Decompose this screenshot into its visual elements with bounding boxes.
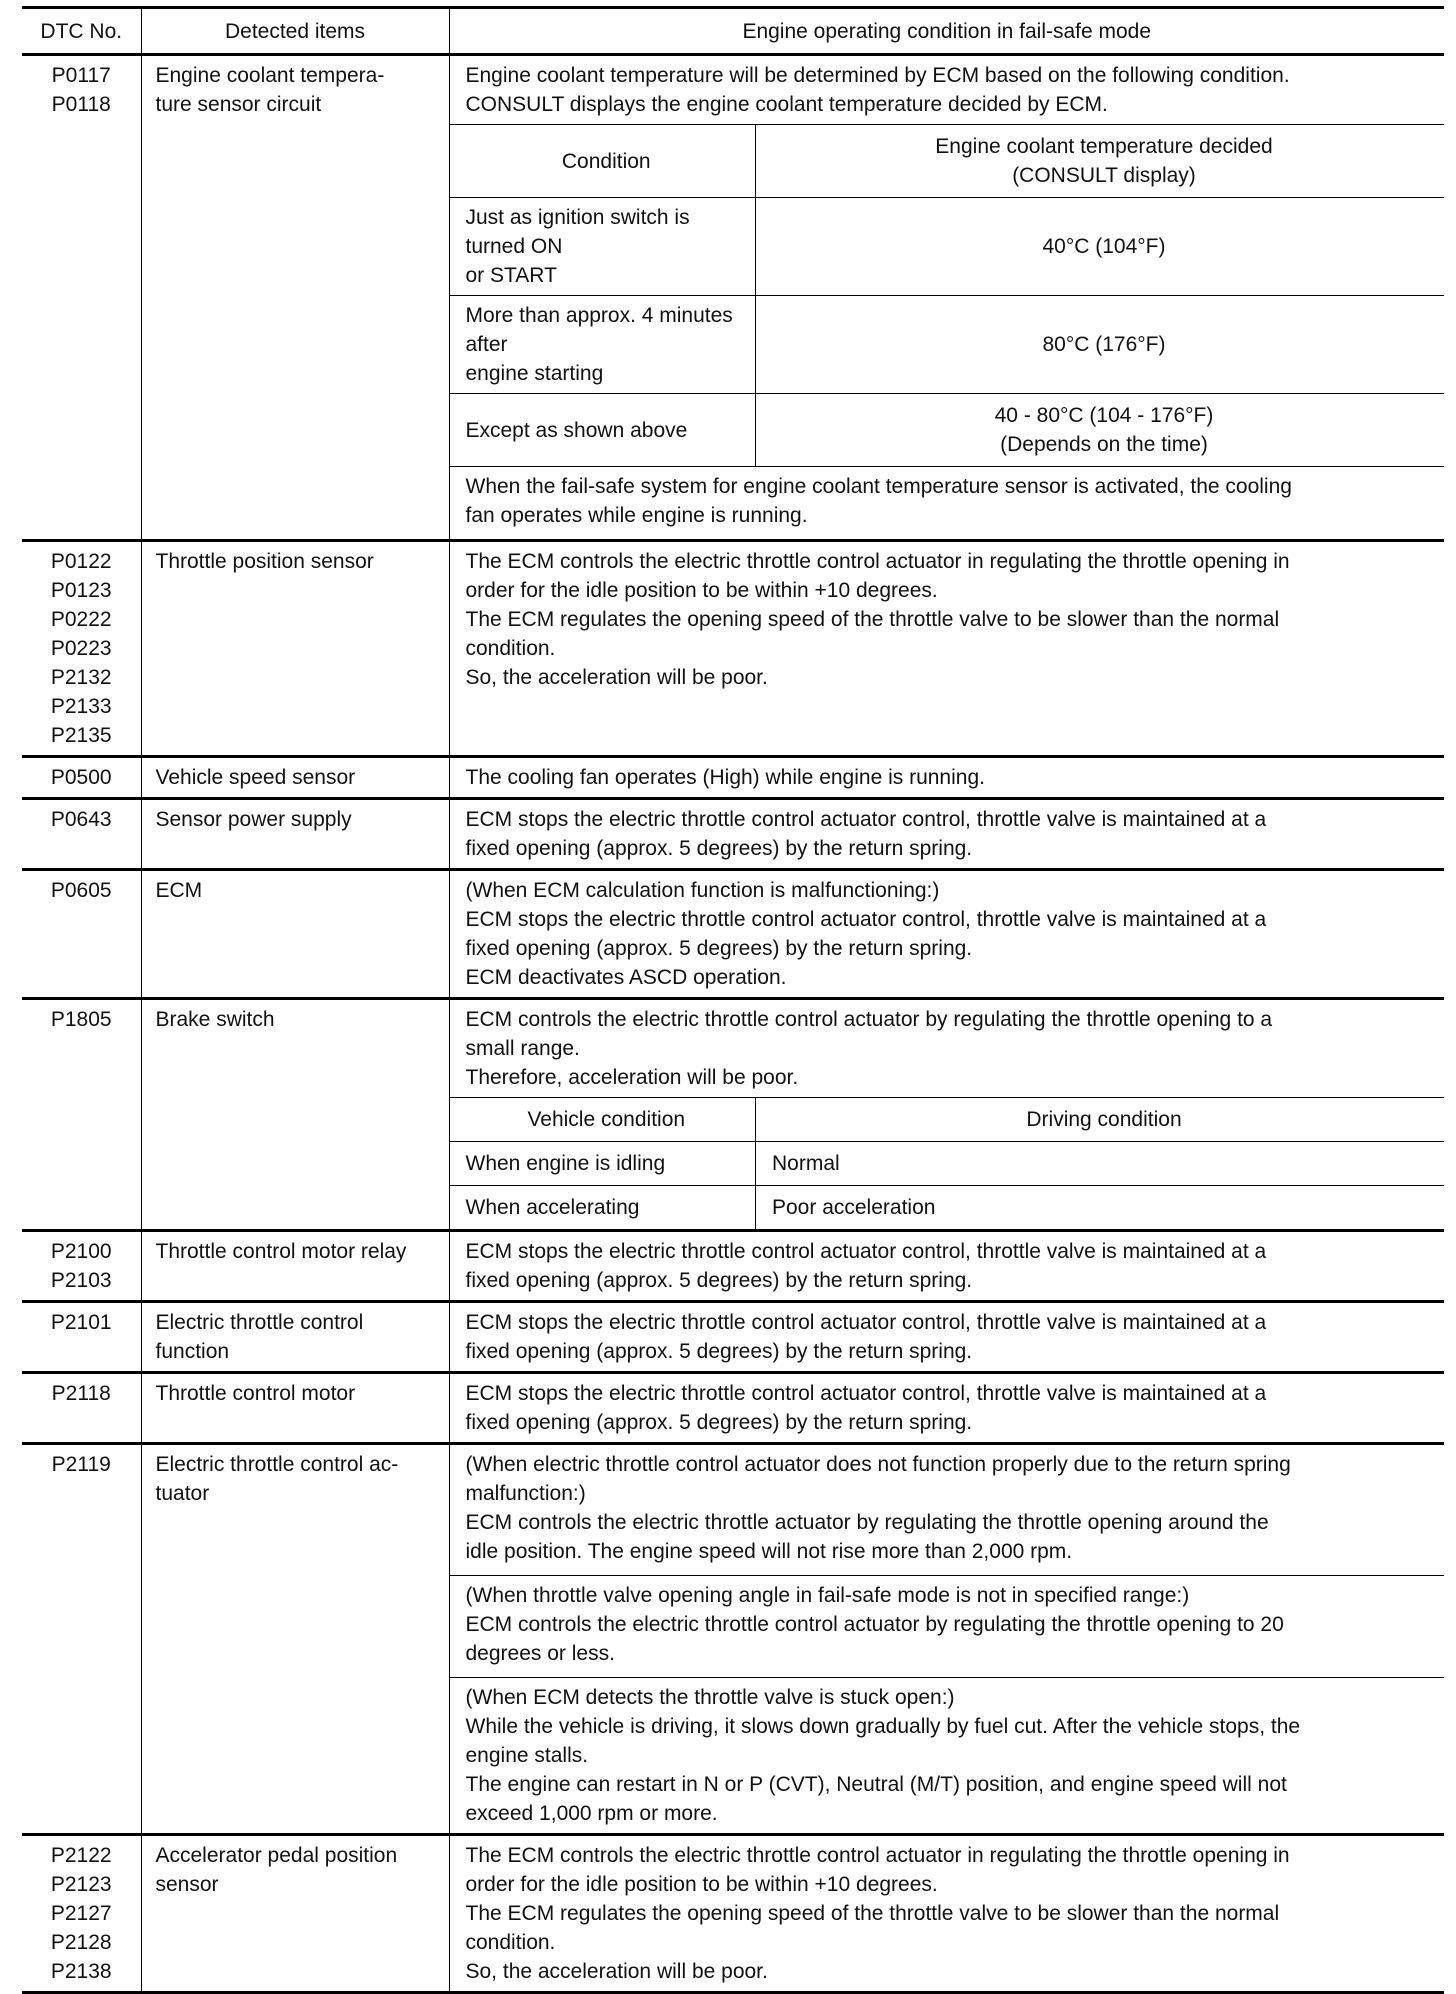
detected-item-text: Brake switch — [155, 1008, 275, 1031]
condition-text: (When ECM calculation function is malfunctioning:) — [465, 879, 940, 902]
detected-item-cell — [141, 870, 449, 999]
condition-text: fixed opening (approx. 5 degrees) by the return spring. — [465, 937, 973, 960]
condition-cell — [449, 1444, 1444, 1835]
detected-item-cell — [141, 1231, 449, 1302]
condition-text: condition. — [465, 1931, 556, 1954]
dtc-code: P2122 — [50, 1844, 112, 1867]
dtc-code: P2101 — [50, 1311, 112, 1334]
dtc-code: P0643 — [50, 808, 112, 831]
dtc-code: P0222 — [50, 608, 112, 631]
subtable-row — [450, 296, 1445, 394]
dtc-code: P0118 — [51, 93, 111, 116]
detected-item-text: Engine coolant tempera- — [155, 64, 385, 87]
dtc-code: P2119 — [51, 1453, 111, 1476]
condition-text: (When ECM detects the throttle valve is stuck open:) — [465, 1686, 955, 1709]
dtc-cell — [22, 1444, 141, 1835]
table-row — [22, 1302, 1444, 1373]
subtable-temperature: 40 - 80°C (104 - 176°F) (Depends on the time) — [756, 394, 1445, 467]
detected-item-cell — [141, 541, 449, 757]
condition-text: The cooling fan operates (High) while engine is running. — [465, 766, 985, 789]
detected-item-cell — [141, 1373, 449, 1444]
dtc-cell — [22, 870, 141, 999]
detected-item-cell — [141, 799, 449, 870]
table-row — [22, 1835, 1444, 1993]
subtable-header-row — [450, 1098, 1445, 1142]
coolant-temperature-subtable — [450, 124, 1445, 466]
dtc-code: P2103 — [50, 1269, 112, 1292]
condition-cell — [449, 999, 1444, 1231]
dtc-code: P0122 — [50, 550, 112, 573]
table-row — [22, 757, 1444, 799]
detected-item-text: Vehicle speed sensor — [155, 766, 356, 789]
subtable-row — [450, 1142, 1445, 1186]
detected-item-cell — [141, 1302, 449, 1373]
condition-text: fixed opening (approx. 5 degrees) by the return spring. — [465, 1269, 973, 1292]
dtc-code: P2133 — [50, 695, 112, 718]
condition-intro — [450, 56, 1445, 124]
detected-item-text: Throttle position sensor — [155, 550, 374, 573]
dtc-cell — [22, 1835, 141, 1993]
condition-text: Engine coolant temperature will be determined by ECM based on the following condition. — [465, 64, 1290, 87]
subtable-header-driving-condition: Driving condition — [756, 1098, 1445, 1142]
detected-item-cell — [141, 999, 449, 1231]
detected-item-text: Sensor power supply — [155, 808, 352, 831]
subtable-condition: More than approx. 4 minutes after engine starting — [450, 296, 756, 394]
subtable-vehicle-condition: When accelerating — [450, 1186, 756, 1230]
subtable-header-vehicle-condition: Vehicle condition — [450, 1098, 756, 1142]
header-dtc: DTC No. — [22, 8, 141, 55]
detected-item-text: ECM — [155, 879, 203, 902]
condition-text: malfunction:) — [465, 1482, 586, 1505]
condition-intro — [450, 1000, 1445, 1097]
header-detected-items: Detected items — [141, 8, 449, 55]
condition-text: CONSULT displays the engine coolant temperature decided by ECM. — [465, 93, 1108, 116]
dtc-cell — [22, 799, 141, 870]
detected-item-text: sensor — [155, 1873, 219, 1896]
subtable-temperature: 40°C (104°F) — [756, 198, 1445, 296]
condition-cell — [449, 55, 1444, 541]
condition-cell — [449, 1231, 1444, 1302]
table-row — [22, 870, 1444, 999]
dtc-code: P2138 — [50, 1960, 112, 1983]
detected-item-text: Accelerator pedal position — [155, 1844, 398, 1867]
condition-text: The engine can restart in N or P (CVT), Neutral (M/T) position, and engine speed will not — [465, 1773, 1287, 1796]
condition-text: idle position. The engine speed will not rise more than 2,000 rpm. — [465, 1540, 1073, 1563]
condition-text: The ECM controls the electric throttle control actuator in regulating the throttle opening in — [465, 550, 1290, 573]
subtable-driving-condition: Poor acceleration — [756, 1186, 1445, 1230]
driving-condition-subtable — [450, 1097, 1445, 1229]
condition-block — [450, 1445, 1445, 1575]
subtable-vehicle-condition: When engine is idling — [450, 1142, 756, 1186]
subtable-condition: Just as ignition switch is turned ON or START — [450, 198, 756, 296]
dtc-cell — [22, 999, 141, 1231]
subtable-header-row — [450, 125, 1445, 198]
detected-item-text: Throttle control motor relay — [155, 1240, 407, 1263]
dtc-code: P2128 — [50, 1931, 112, 1954]
condition-text: condition. — [465, 637, 556, 660]
dtc-code: P2127 — [50, 1902, 112, 1925]
condition-text: fixed opening (approx. 5 degrees) by the return spring. — [465, 1411, 973, 1434]
condition-cell — [449, 1835, 1444, 1993]
table-row — [22, 1373, 1444, 1444]
condition-text: degrees or less. — [465, 1642, 615, 1665]
subtable-driving-condition: Normal — [756, 1142, 1445, 1186]
condition-text: So, the acceleration will be poor. — [465, 666, 768, 689]
table-row — [22, 1231, 1444, 1302]
subtable-row — [450, 1186, 1445, 1230]
dtc-code: P2118 — [51, 1382, 111, 1405]
dtc-cell — [22, 541, 141, 757]
condition-cell — [449, 1302, 1444, 1373]
dtc-code: P2100 — [50, 1240, 112, 1263]
condition-note — [450, 466, 1445, 539]
detected-item-text: tuator — [155, 1482, 210, 1505]
condition-text: order for the idle position to be within +10 degrees. — [465, 579, 938, 602]
dtc-cell — [22, 1231, 141, 1302]
detected-item-cell — [141, 757, 449, 799]
detected-item-text: ture sensor circuit — [155, 93, 322, 116]
subtable-condition: Except as shown above — [450, 394, 756, 467]
dtc-cell — [22, 55, 141, 541]
dtc-code: P0117 — [51, 64, 111, 87]
condition-text: ECM stops the electric throttle control actuator control, throttle valve is maintained at a — [465, 1311, 1267, 1334]
table-row — [22, 999, 1444, 1231]
detected-item-cell — [141, 1835, 449, 1993]
condition-text: fixed opening (approx. 5 degrees) by the return spring. — [465, 837, 973, 860]
detected-item-text: Electric throttle control ac- — [155, 1453, 399, 1476]
condition-text: ECM stops the electric throttle control actuator control, throttle valve is maintained at a — [465, 1382, 1267, 1405]
header-condition: Engine operating condition in fail-safe mode — [449, 8, 1444, 55]
condition-text: When the fail-safe system for engine coolant temperature sensor is activated, the cooling — [465, 475, 1292, 498]
condition-text: fixed opening (approx. 5 degrees) by the return spring. — [465, 1340, 973, 1363]
dtc-cell — [22, 757, 141, 799]
table-row — [22, 1444, 1444, 1835]
condition-text: engine stalls. — [465, 1744, 589, 1767]
condition-text: small range. — [465, 1037, 580, 1060]
condition-block — [450, 1677, 1445, 1833]
condition-text: ECM controls the electric throttle control actuator by regulating the throttle opening to 20 — [465, 1613, 1284, 1636]
fail-safe-table — [22, 6, 1444, 1994]
fail-safe-document — [22, 6, 1444, 1994]
condition-text: (When throttle valve opening angle in fail-safe mode is not in specified range:) — [465, 1584, 1190, 1607]
subtable-header-condition: Condition — [450, 125, 756, 198]
condition-cell — [449, 757, 1444, 799]
condition-text: fan operates while engine is running. — [465, 504, 808, 527]
detected-item-cell — [141, 55, 449, 541]
dtc-cell — [22, 1302, 141, 1373]
condition-text: The ECM controls the electric throttle control actuator in regulating the throttle opening in — [465, 1844, 1290, 1867]
condition-text: While the vehicle is driving, it slows down gradually by fuel cut. After the vehicle stops, the — [465, 1715, 1301, 1738]
detected-item-text: Electric throttle control — [155, 1311, 364, 1334]
dtc-code: P0223 — [50, 637, 112, 660]
subtable-temperature: 80°C (176°F) — [756, 296, 1445, 394]
condition-text: Therefore, acceleration will be poor. — [465, 1066, 799, 1089]
dtc-code: P0500 — [50, 766, 112, 789]
detected-item-text: Throttle control motor — [155, 1382, 356, 1405]
condition-text: The ECM regulates the opening speed of the throttle valve to be slower than the normal — [465, 608, 1280, 631]
condition-text: ECM deactivates ASCD operation. — [465, 966, 787, 989]
condition-block — [450, 1575, 1445, 1677]
subtable-row — [450, 394, 1445, 467]
table-header-row — [22, 8, 1444, 55]
detected-item-cell — [141, 1444, 449, 1835]
dtc-code: P0123 — [50, 579, 112, 602]
dtc-code: P2132 — [50, 666, 112, 689]
dtc-code: P2135 — [50, 724, 112, 747]
dtc-code: P2123 — [50, 1873, 112, 1896]
table-row — [22, 799, 1444, 870]
condition-text: (When electric throttle control actuator does not function properly due to the return spring — [465, 1453, 1291, 1476]
table-row — [22, 541, 1444, 757]
condition-text: So, the acceleration will be poor. — [465, 1960, 768, 1983]
dtc-code: P0605 — [50, 879, 112, 902]
condition-text: ECM controls the electric throttle actuator by regulating the throttle opening around the — [465, 1511, 1269, 1534]
dtc-cell — [22, 1373, 141, 1444]
condition-text: ECM controls the electric throttle control actuator by regulating the throttle opening to a — [465, 1008, 1273, 1031]
condition-cell — [449, 1373, 1444, 1444]
table-row — [22, 55, 1444, 541]
detected-item-text: function — [155, 1340, 230, 1363]
condition-text: The ECM regulates the opening speed of the throttle valve to be slower than the normal — [465, 1902, 1280, 1925]
condition-text: ECM stops the electric throttle control actuator control, throttle valve is maintained at a — [465, 808, 1267, 831]
dtc-code: P1805 — [50, 1008, 112, 1031]
subtable-header-temperature: Engine coolant temperature decided (CONSULT display) — [756, 125, 1445, 198]
subtable-row — [450, 198, 1445, 296]
condition-cell — [449, 799, 1444, 870]
condition-text: ECM stops the electric throttle control actuator control, throttle valve is maintained at a — [465, 1240, 1267, 1263]
condition-text: order for the idle position to be within +10 degrees. — [465, 1873, 938, 1896]
condition-text: ECM stops the electric throttle control actuator control, throttle valve is maintained at a — [465, 908, 1267, 931]
condition-cell — [449, 870, 1444, 999]
condition-text: exceed 1,000 rpm or more. — [465, 1802, 718, 1825]
condition-cell — [449, 541, 1444, 757]
